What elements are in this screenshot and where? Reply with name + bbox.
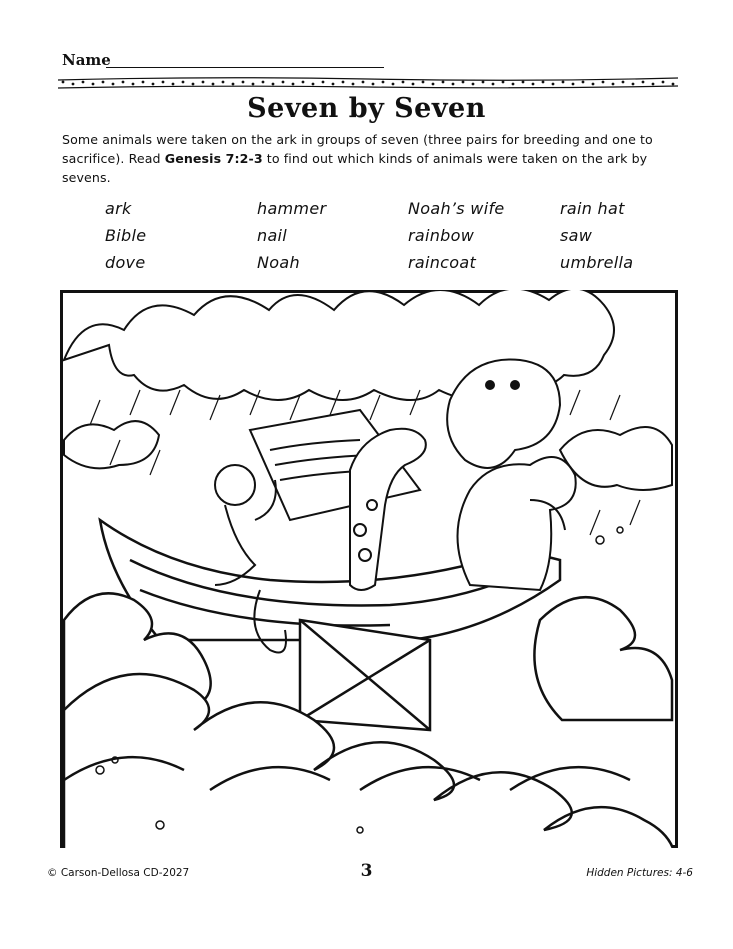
border-dot xyxy=(232,83,235,86)
name-row xyxy=(62,50,392,72)
border-dot xyxy=(552,83,555,86)
border-dot xyxy=(92,83,95,86)
border-dot xyxy=(452,83,455,86)
page-title: Seven by Seven xyxy=(247,93,486,124)
word-item: Noah xyxy=(257,253,300,272)
border-dot xyxy=(322,81,325,84)
border-dot xyxy=(582,81,585,84)
border-dot xyxy=(602,81,605,84)
border-dot xyxy=(562,81,565,84)
border-dot xyxy=(642,81,645,84)
instructions-text-2: to find out which kinds of animals were taken on the ark by sevens. xyxy=(62,151,648,185)
border-dot xyxy=(362,81,365,84)
border-dot xyxy=(522,81,525,84)
border-dot xyxy=(352,83,355,86)
border-dot xyxy=(432,83,435,86)
border-dot xyxy=(302,81,305,84)
word-item: Noah’s wife xyxy=(408,199,505,218)
footer-copyright: © Carson-Dellosa CD-2027 xyxy=(47,867,190,879)
border-dot xyxy=(542,81,545,84)
border-dot xyxy=(62,81,65,84)
border-dot xyxy=(472,83,475,86)
border-dot xyxy=(222,81,225,84)
word-item: saw xyxy=(560,226,593,245)
border-dot xyxy=(372,83,375,86)
border-dot xyxy=(502,81,505,84)
border-dot xyxy=(652,83,655,86)
border-dot xyxy=(242,81,245,84)
border-dot xyxy=(192,83,195,86)
border-dot xyxy=(592,83,595,86)
border-dot xyxy=(142,81,145,84)
border-dot xyxy=(612,83,615,86)
border-dot xyxy=(572,83,575,86)
word-item: Bible xyxy=(105,226,147,245)
border-dot xyxy=(662,81,665,84)
border-dot xyxy=(312,83,315,86)
border-dot xyxy=(422,81,425,84)
border-dot xyxy=(382,81,385,84)
border-dot xyxy=(672,83,675,86)
border-dot xyxy=(272,83,275,86)
border-dot xyxy=(72,83,75,86)
border-dot xyxy=(162,81,165,84)
footer-series: Hidden Pictures: 4-6 xyxy=(586,867,693,879)
name-write-line[interactable] xyxy=(106,67,384,68)
word-item: rainbow xyxy=(408,226,475,245)
ark-illustration xyxy=(60,290,678,848)
border-dot xyxy=(412,83,415,86)
decorative-dot-border xyxy=(58,74,678,92)
border-dot xyxy=(342,81,345,84)
name-label: Name xyxy=(62,51,111,69)
instructions-text-1: Some animals were taken on the ark in groups of seven (three pairs for breeding and one to sacrifice). Read xyxy=(62,132,653,166)
word-list xyxy=(105,199,665,279)
border-dot xyxy=(392,83,395,86)
word-item: umbrella xyxy=(560,253,634,272)
word-item: raincoat xyxy=(408,253,477,272)
border-dot xyxy=(212,83,215,86)
border-dot xyxy=(202,81,205,84)
border-dot xyxy=(262,81,265,84)
border-dot xyxy=(282,81,285,84)
border-dot xyxy=(292,83,295,86)
scripture-reference: Genesis 7:2-3 xyxy=(164,151,263,166)
word-item: dove xyxy=(105,253,146,272)
border-dot xyxy=(102,81,105,84)
border-dot xyxy=(492,83,495,86)
word-item: rain hat xyxy=(560,199,625,218)
border-dot xyxy=(482,81,485,84)
border-dot xyxy=(462,81,465,84)
border-dot xyxy=(332,83,335,86)
border-dot xyxy=(112,83,115,86)
border-dot xyxy=(622,81,625,84)
border-dot xyxy=(152,83,155,86)
border-dot xyxy=(172,83,175,86)
border-dot xyxy=(632,83,635,86)
page-number: 3 xyxy=(360,861,373,881)
instructions xyxy=(62,130,680,187)
border-dot xyxy=(532,83,535,86)
border-dot xyxy=(252,83,255,86)
border-dot xyxy=(182,81,185,84)
border-dot xyxy=(132,83,135,86)
border-dot xyxy=(402,81,405,84)
border-dot xyxy=(442,81,445,84)
word-item: nail xyxy=(257,226,288,245)
word-item: hammer xyxy=(257,199,327,218)
word-item: ark xyxy=(105,199,132,218)
border-dot xyxy=(512,83,515,86)
border-dot xyxy=(122,81,125,84)
border-dot xyxy=(82,81,85,84)
